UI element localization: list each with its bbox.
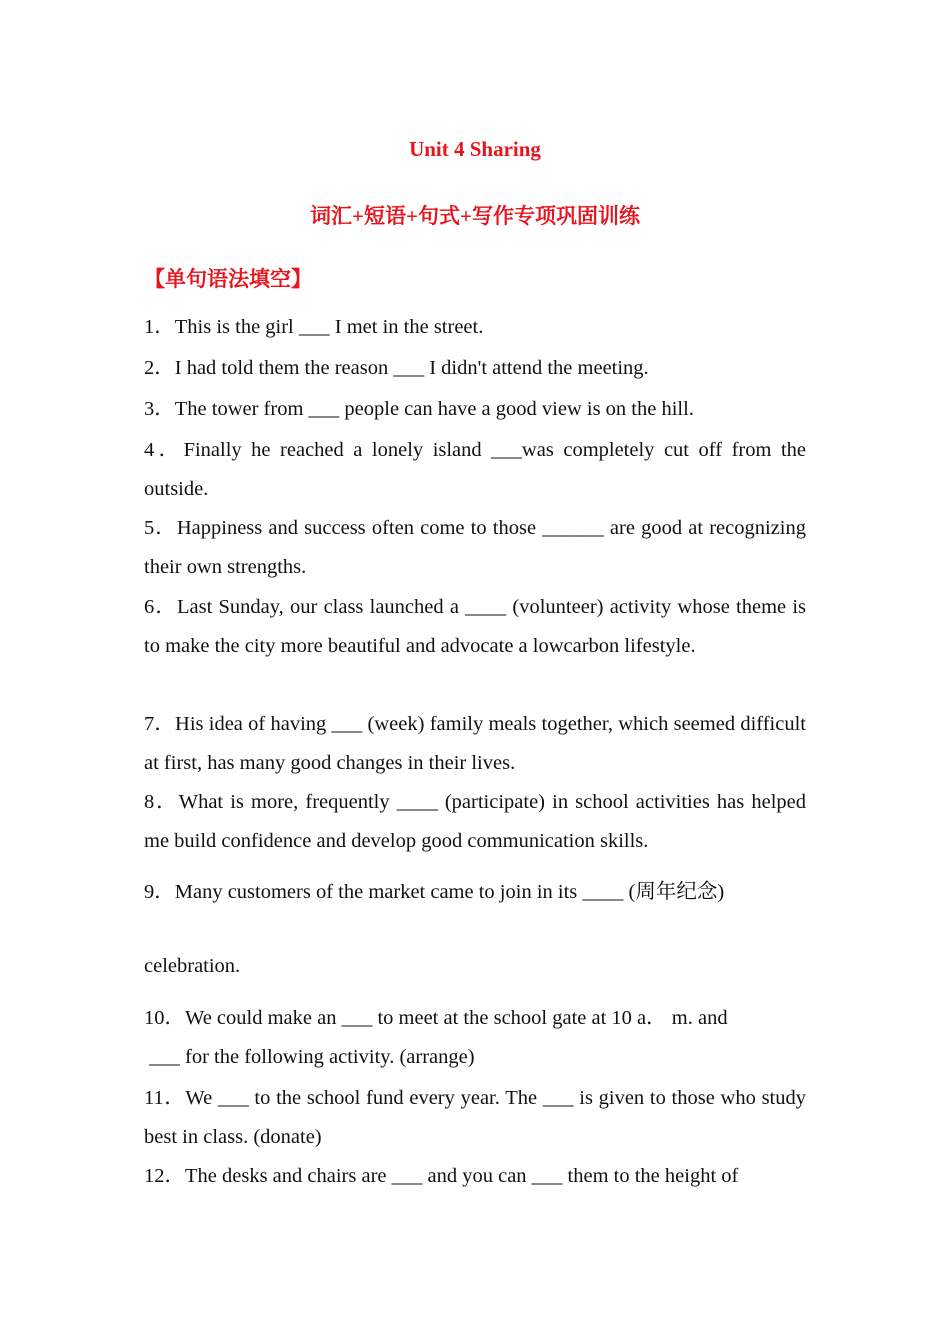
question-6 <box>144 588 806 665</box>
question-text: The desks and chairs are ___ and you can ___ them to the height of <box>185 1165 739 1187</box>
question-text: Finally he reached a lonely island ___was completely cut off from the outside. <box>144 439 806 500</box>
question-number: 1． <box>144 316 175 338</box>
question-number: 4． <box>144 439 184 461</box>
question-number: 10． <box>144 1007 185 1029</box>
question-number: 2． <box>144 357 175 379</box>
question-10 <box>144 999 806 1076</box>
question-text: The tower from ___ people can have a good view is on the hill. <box>174 398 694 420</box>
question-number: 5． <box>144 517 177 539</box>
question-text: This is the girl ___ I met in the street. <box>174 316 484 338</box>
question-text: We could make an ___ to meet at the school gate at 10 a． m. and <box>185 1007 728 1029</box>
question-9 <box>144 873 806 912</box>
question-text: I had told them the reason ___ I didn't attend the meeting. <box>174 357 649 379</box>
question-number: 9． <box>144 881 175 903</box>
question-text: Last Sunday, our class launched a ____ (volunteer) activity whose theme is to make the city more beautiful and advocate a lowcarbon lifestyle. <box>144 596 807 657</box>
section-heading: 【单句语法填空】 <box>144 267 312 291</box>
question-text-continued: celebration. <box>144 955 241 977</box>
question-number: 12． <box>144 1165 185 1187</box>
question-number: 7． <box>144 713 176 735</box>
question-number: 8． <box>144 791 179 813</box>
question-4 <box>144 431 806 508</box>
question-number: 6． <box>144 596 177 618</box>
question-text-continued: ___ for the following activity. (arrange) <box>144 1045 475 1068</box>
question-11 <box>144 1079 806 1156</box>
document-title: Unit 4 Sharing <box>409 137 541 161</box>
question-12 <box>144 1157 806 1196</box>
question-text: What is more, frequently ____ (participate) in school activities has helped me build confidence and develop good communication skills. <box>144 791 807 852</box>
question-2 <box>144 349 806 388</box>
question-5 <box>144 509 806 586</box>
question-3 <box>144 390 806 429</box>
question-text: His idea of having ___ (week) family meals together, which seemed difficult at first, has many good changes in their lives. <box>144 713 806 774</box>
question-7 <box>144 705 806 782</box>
document-subtitle: 词汇+短语+句式+写作专项巩固训练 <box>310 204 640 228</box>
question-text: Happiness and success often come to those ______ are good at recognizing their own strengths. <box>144 517 806 578</box>
question-number: 11． <box>144 1087 186 1109</box>
question-8 <box>144 783 806 860</box>
question-text: We ___ to the school fund every year. The ___ is given to those who study best in class. (donate) <box>144 1087 806 1148</box>
question-number: 3． <box>144 398 175 420</box>
question-text: Many customers of the market came to join in its ____ (周年纪念) <box>174 881 725 903</box>
question-1 <box>144 308 806 347</box>
question-9-continuation <box>144 947 806 986</box>
